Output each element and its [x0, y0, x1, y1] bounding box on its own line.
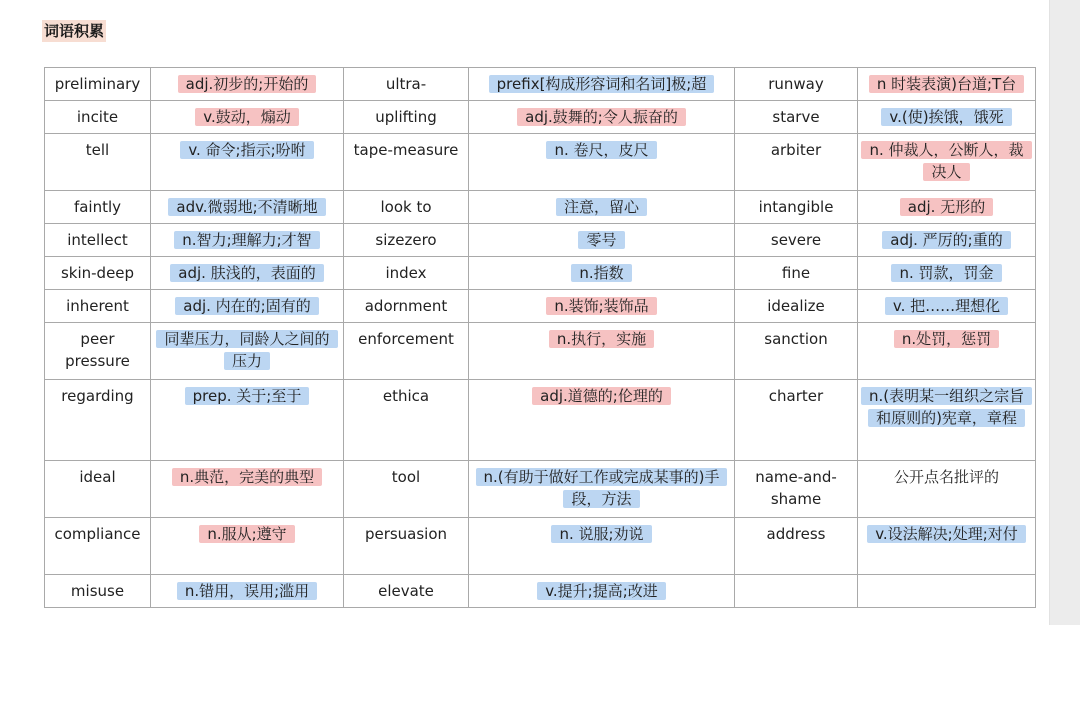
table-row — [45, 191, 1036, 224]
table-row — [45, 224, 1036, 257]
definition-cell — [469, 323, 735, 380]
definition-cell — [151, 68, 344, 101]
definition-text: v. 把……理想化 — [885, 297, 1008, 315]
definition-cell — [469, 290, 735, 323]
table-row — [45, 380, 1036, 461]
word-cell — [344, 380, 469, 461]
definition-cell — [469, 518, 735, 575]
word-text: address — [766, 525, 826, 543]
definition-text: 注意，留心 — [556, 198, 647, 216]
definition-text: n.典范，完美的典型 — [172, 468, 322, 486]
word-cell — [344, 191, 469, 224]
word-text: fine — [781, 264, 811, 282]
definition-cell — [858, 290, 1036, 323]
definition-cell — [469, 101, 735, 134]
word-text: tool — [391, 468, 421, 486]
word-text: starve — [772, 108, 820, 126]
word-cell — [45, 68, 151, 101]
word-text: idealize — [767, 297, 825, 315]
definition-cell — [858, 101, 1036, 134]
table-row — [45, 518, 1036, 575]
definition-text: n.(表明某一组织之宗旨和原则的)宪章，章程 — [861, 387, 1032, 427]
word-cell — [45, 575, 151, 608]
table-row — [45, 68, 1036, 101]
definition-cell — [151, 380, 344, 461]
definition-text: adj.道德的;伦理的 — [532, 387, 671, 405]
word-text: severe — [770, 231, 822, 249]
word-text: misuse — [70, 582, 125, 600]
definition-text: n 时装表演)台道;T台 — [869, 75, 1024, 93]
definition-cell — [151, 323, 344, 380]
word-cell — [45, 323, 151, 380]
word-text: inherent — [66, 297, 129, 315]
word-cell — [735, 257, 858, 290]
word-cell — [735, 68, 858, 101]
definition-cell — [151, 191, 344, 224]
definition-text: n. 说服;劝说 — [551, 525, 651, 543]
definition-cell — [858, 518, 1036, 575]
word-text: peer pressure — [65, 330, 130, 370]
word-text: name-and-shame — [755, 468, 837, 508]
word-text: arbiter — [770, 141, 822, 159]
definition-cell — [858, 68, 1036, 101]
definition-text: n.服从;遵守 — [199, 525, 294, 543]
definition-cell — [858, 134, 1036, 191]
definition-cell — [858, 323, 1036, 380]
word-text: intangible — [758, 198, 834, 216]
definition-text: prep. 关于;至于 — [185, 387, 310, 405]
definition-text: n.(有助于做好工作或完成某事的)手段，方法 — [476, 468, 728, 508]
table-row — [45, 290, 1036, 323]
word-text: uplifting — [375, 108, 437, 126]
word-text: runway — [768, 75, 824, 93]
word-text: ethica — [382, 387, 430, 405]
definition-text: n.指数 — [571, 264, 631, 282]
definition-text: 零号 — [578, 231, 624, 249]
table-row — [45, 101, 1036, 134]
word-text: skin-deep — [60, 264, 135, 282]
word-cell — [45, 518, 151, 575]
definition-text: adj.初步的;开始的 — [178, 75, 317, 93]
word-text: ultra- — [385, 75, 427, 93]
word-text: index — [385, 264, 427, 282]
word-text: preliminary — [54, 75, 141, 93]
definition-cell — [858, 191, 1036, 224]
definition-text: 公开点名批评的 — [893, 468, 999, 486]
word-text: sizezero — [375, 231, 437, 249]
word-cell — [735, 101, 858, 134]
definition-text: n.装饰;装饰品 — [546, 297, 656, 315]
definition-cell — [469, 68, 735, 101]
word-cell — [735, 575, 858, 608]
definition-text: adj. 严厉的;重的 — [882, 231, 1010, 249]
word-text: intellect — [67, 231, 128, 249]
definition-text: n. 仲裁人，公断人，裁决人 — [861, 141, 1031, 181]
word-text: ideal — [79, 468, 116, 486]
word-text: tape-measure — [353, 141, 459, 159]
vocabulary-table-body — [45, 68, 1036, 608]
word-cell — [45, 224, 151, 257]
word-text: enforcement — [358, 330, 454, 348]
definition-text: adj.鼓舞的;令人振奋的 — [517, 108, 686, 126]
definition-text: v.设法解决;处理;对付 — [867, 525, 1026, 543]
word-text: incite — [76, 108, 119, 126]
word-text: sanction — [764, 330, 828, 348]
word-cell — [45, 134, 151, 191]
word-cell — [344, 461, 469, 518]
definition-cell — [469, 380, 735, 461]
definition-text: n. 罚款，罚金 — [891, 264, 1001, 282]
definition-cell — [858, 575, 1036, 608]
definition-cell — [151, 101, 344, 134]
definition-text: adj. 无形的 — [900, 198, 993, 216]
definition-cell — [858, 224, 1036, 257]
definition-cell — [469, 575, 735, 608]
definition-text: v. 命令;指示;吩咐 — [180, 141, 313, 159]
definition-cell — [469, 191, 735, 224]
vocabulary-table — [44, 67, 1036, 608]
definition-text: v.鼓动，煽动 — [195, 108, 298, 126]
definition-text: n.智力;理解力;才智 — [174, 231, 319, 249]
definition-text: adv.微弱地;不清晰地 — [168, 198, 325, 216]
word-cell — [735, 518, 858, 575]
word-cell — [45, 290, 151, 323]
word-cell — [344, 257, 469, 290]
definition-cell — [858, 380, 1036, 461]
table-row — [45, 257, 1036, 290]
word-text: charter — [768, 387, 824, 405]
table-row — [45, 134, 1036, 191]
definition-cell — [151, 518, 344, 575]
definition-cell — [469, 257, 735, 290]
definition-cell — [151, 575, 344, 608]
definition-cell — [469, 461, 735, 518]
word-cell — [344, 575, 469, 608]
definition-text: n. 卷尺，皮尺 — [546, 141, 656, 159]
word-cell — [344, 101, 469, 134]
word-text: look to — [380, 198, 432, 216]
word-text: persuasion — [364, 525, 448, 543]
definition-cell — [858, 257, 1036, 290]
word-cell — [735, 380, 858, 461]
word-cell — [344, 323, 469, 380]
word-cell — [344, 290, 469, 323]
definition-cell — [858, 461, 1036, 518]
definition-cell — [151, 134, 344, 191]
definition-cell — [469, 224, 735, 257]
table-row — [45, 461, 1036, 518]
word-cell — [45, 191, 151, 224]
word-cell — [735, 224, 858, 257]
definition-cell — [151, 461, 344, 518]
word-cell — [45, 380, 151, 461]
page-title: 词语积累 — [44, 22, 105, 40]
definition-cell — [469, 134, 735, 191]
definition-cell — [151, 224, 344, 257]
definition-text: n.处罚，惩罚 — [894, 330, 999, 348]
word-cell — [344, 518, 469, 575]
word-text: compliance — [54, 525, 141, 543]
word-cell — [45, 257, 151, 290]
word-text: faintly — [73, 198, 122, 216]
table-row — [45, 575, 1036, 608]
word-text: elevate — [378, 582, 434, 600]
definition-text: v.提升;提高;改进 — [537, 582, 666, 600]
word-cell — [735, 290, 858, 323]
definition-text: n.错用，误用;滥用 — [177, 582, 317, 600]
word-cell — [735, 461, 858, 518]
definition-cell — [151, 290, 344, 323]
word-cell — [45, 101, 151, 134]
definition-text: n.执行，实施 — [549, 330, 654, 348]
word-cell — [735, 191, 858, 224]
definition-cell — [151, 257, 344, 290]
word-text: tell — [85, 141, 110, 159]
word-cell — [344, 224, 469, 257]
definition-text: prefix[构成形容词和名词]极;超 — [489, 75, 715, 93]
word-cell — [344, 134, 469, 191]
word-text: regarding — [61, 387, 134, 405]
word-cell — [735, 323, 858, 380]
definition-text: adj. 内在的;固有的 — [175, 297, 318, 315]
definition-text: v.(使)挨饿，饿死 — [881, 108, 1011, 126]
word-cell — [344, 68, 469, 101]
word-cell — [45, 461, 151, 518]
page-edge-shadow — [1050, 0, 1080, 625]
definition-text: 同辈压力，同龄人之间的压力 — [156, 330, 337, 370]
word-cell — [735, 134, 858, 191]
word-text: adornment — [364, 297, 448, 315]
definition-text: adj. 肤浅的，表面的 — [170, 264, 323, 282]
table-row — [45, 323, 1036, 380]
